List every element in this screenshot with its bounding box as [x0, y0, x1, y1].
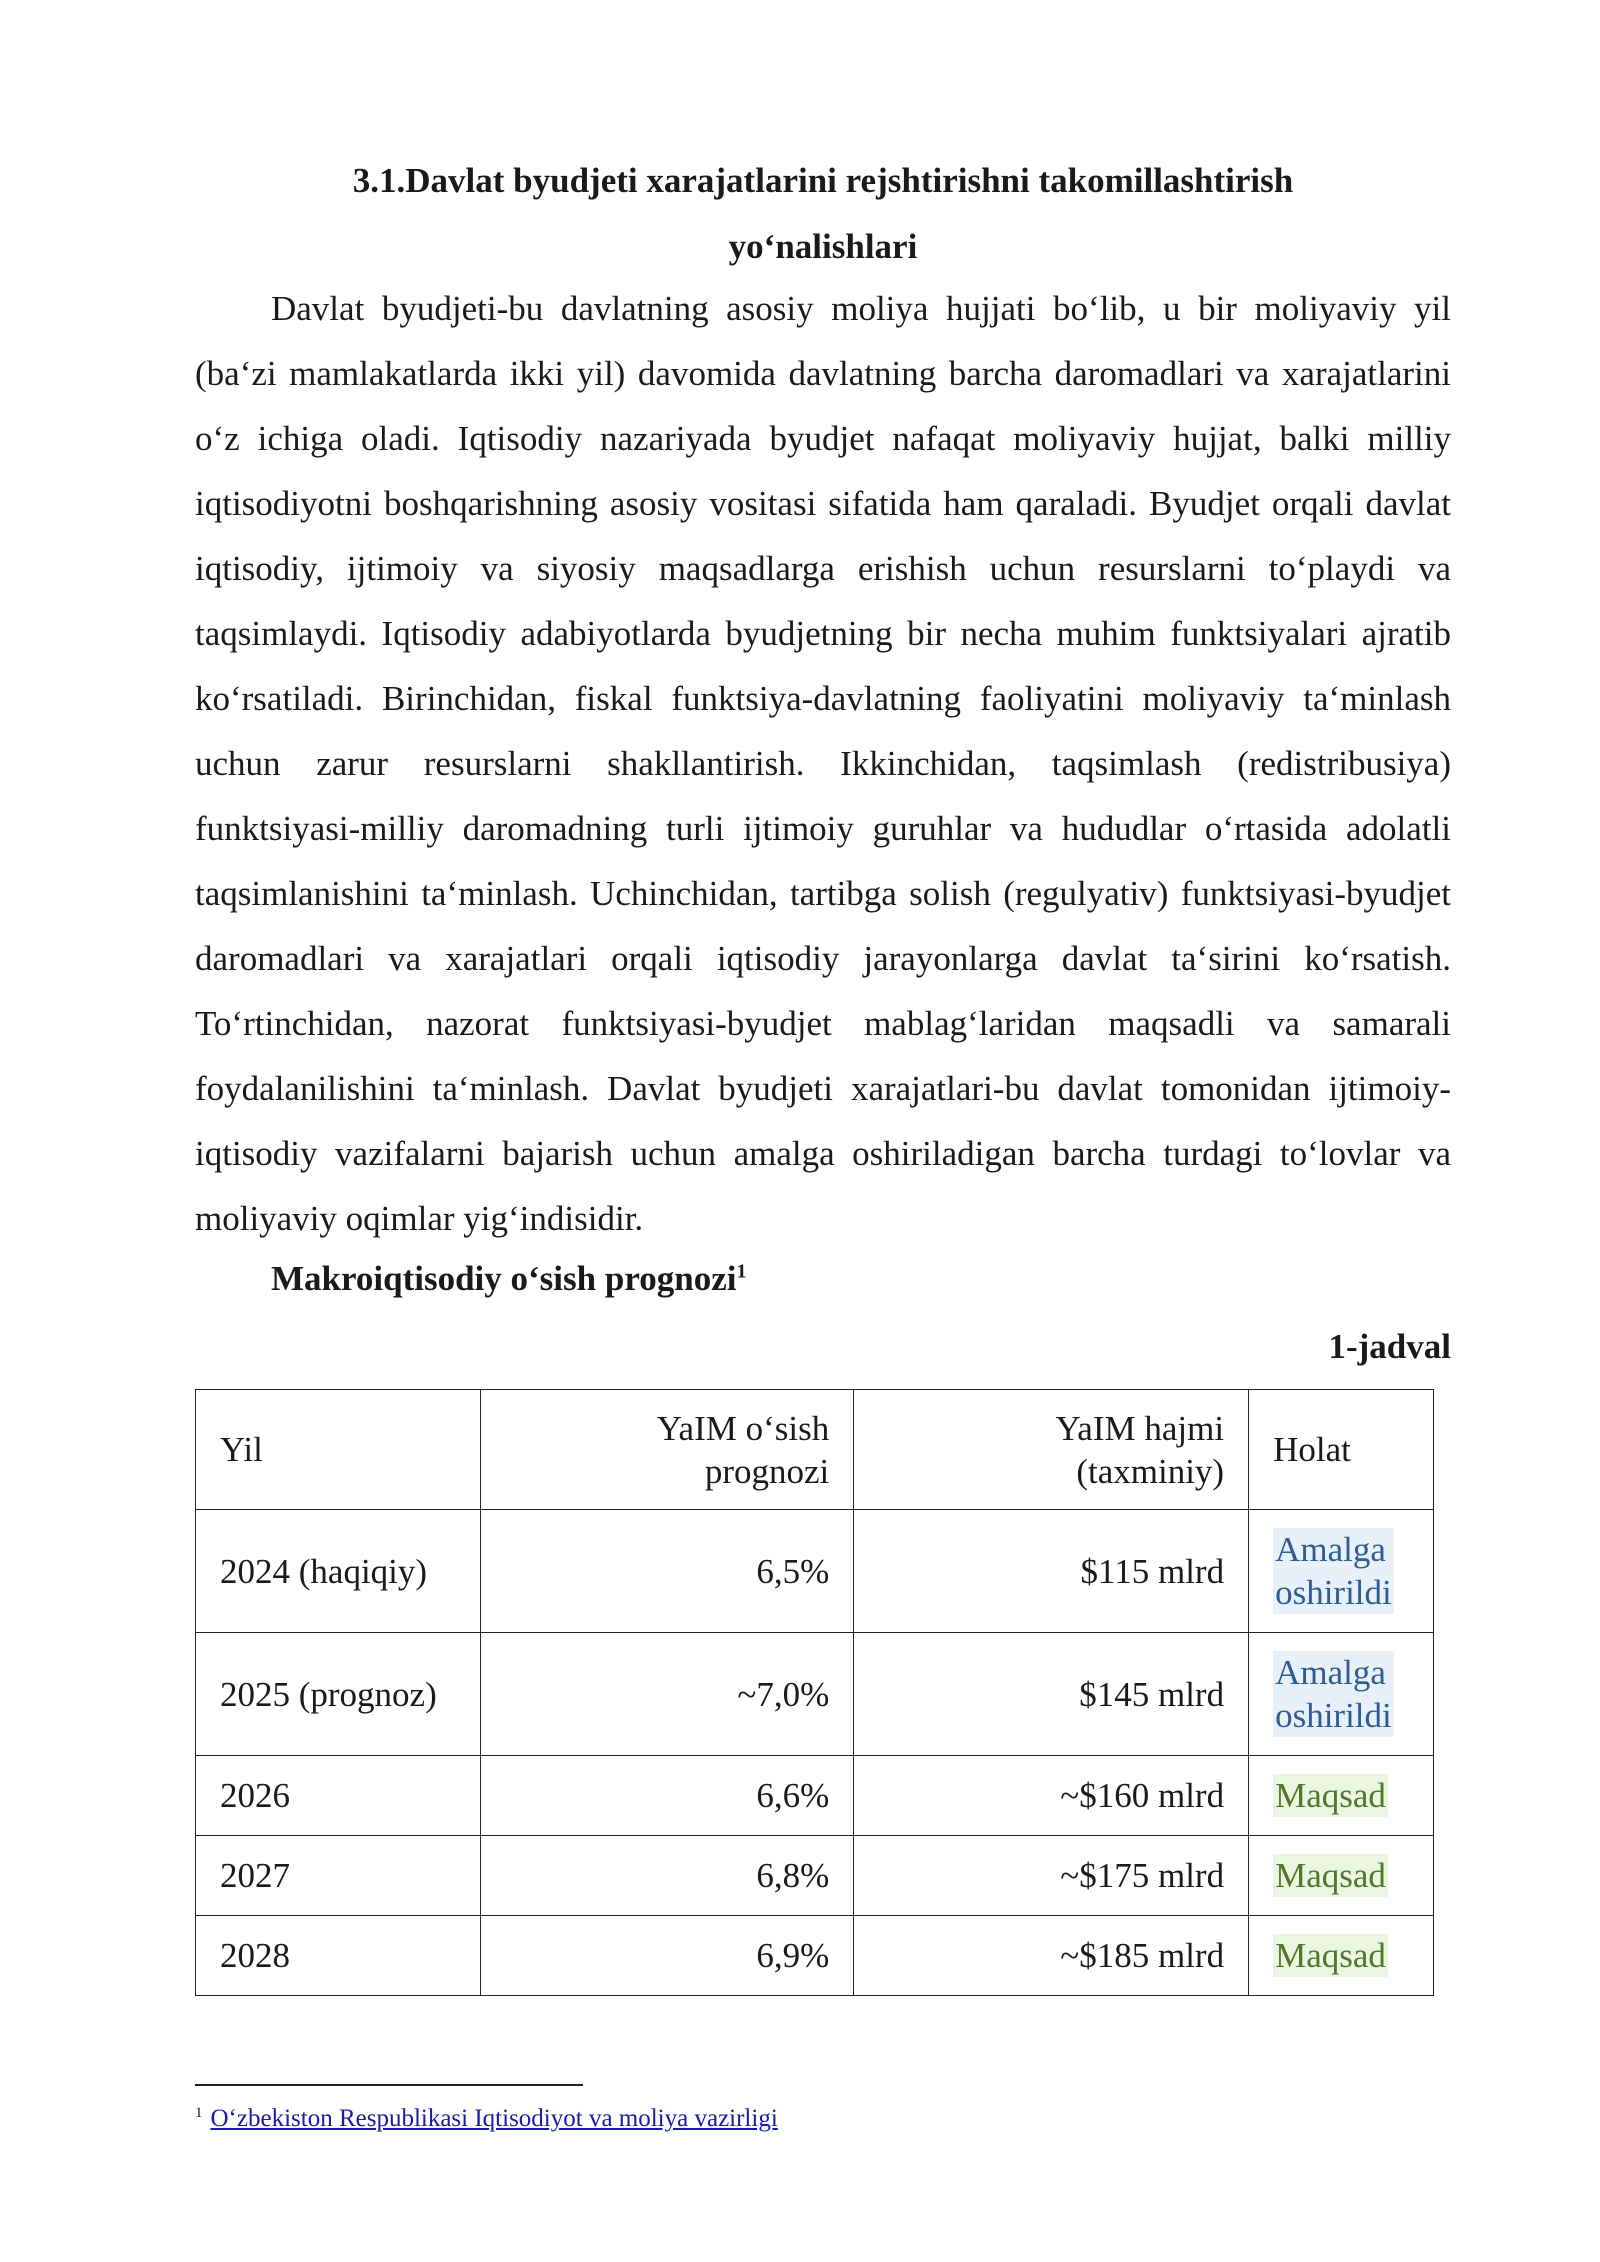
footnote: [195, 2102, 778, 2136]
cell-status: [1249, 1916, 1434, 1996]
status-badge: Amalga oshirildi: [1275, 1530, 1392, 1612]
table-header-row: [196, 1390, 1434, 1510]
cell-year: 2028: [196, 1916, 481, 1996]
cell-volume: ~$175 mlrd: [854, 1836, 1249, 1916]
status-badge: Maqsad: [1275, 1936, 1386, 1975]
cell-growth: 6,8%: [481, 1836, 854, 1916]
section-title-line-2: yo‘nalishlari: [728, 227, 918, 266]
footnote-mark: 1: [195, 2104, 203, 2121]
cell-volume: ~$160 mlrd: [854, 1756, 1249, 1836]
section-title: [195, 148, 1451, 280]
footnote-separator: [195, 2084, 583, 2086]
cell-status: [1249, 1633, 1434, 1756]
table-row: [196, 1756, 1434, 1836]
section-title-line-1: 3.1.Davlat byudjeti xarajatlarini rejshtirishni takomillashtirish: [352, 161, 1294, 200]
cell-year: 2025 (prognoz): [196, 1633, 481, 1756]
status-badge: Amalga oshirildi: [1275, 1653, 1392, 1735]
header-growth: YaIM o‘sish prognozi: [481, 1390, 854, 1510]
table-row: [196, 1916, 1434, 1996]
forecast-table: [195, 1389, 1434, 1996]
table-row: [196, 1836, 1434, 1916]
cell-year: 2026: [196, 1756, 481, 1836]
footnote-source-link[interactable]: O‘zbekiston Respublikasi Iqtisodiyot va moliya vazirligi: [210, 2105, 778, 2132]
status-badge: Maqsad: [1275, 1776, 1386, 1815]
cell-year: 2024 (haqiqiy): [196, 1510, 481, 1633]
cell-volume: ~$185 mlrd: [854, 1916, 1249, 1996]
cell-growth: 6,5%: [481, 1510, 854, 1633]
body-paragraph: Davlat byudjeti-bu davlatning asosiy moliya hujjati bo‘lib, u bir moliyaviy yil (ba‘zi mamlakatlarda ikki yil) davomida davlatning barcha daromadlari va xarajatlarini o‘z ichiga oladi. Iqtisodiy nazariyada byudjet nafaqat moliyaviy hujjat, balki milliy iqtisodiyotni boshqarishning asosiy vositasi sifatida ham qaraladi. Byudjet orqali davlat iqtisodiy, ijtimoiy va siyosiy maqsadlarga erishish uchun resurslarni to‘playdi va taqsimlaydi. Iqtisodiy adabiyotlarda byudjetning bir necha muhim funktsiyalari ajratib ko‘rsatiladi. Birinchidan, fiskal funktsiya-davlatning faoliyatini moliyaviy ta‘minlash uchun zarur resurslarni shakllantirish. Ikkinchidan, taqsimlash (redistribusiya) funktsiyasi-milliy daromadning turli ijtimoiy guruhlar va hududlar o‘rtasida adolatli taqsimlanishini ta‘minlash. Uchinchidan, tartibga solish (regulyativ) funktsiyasi-byudjet daromadlari va xarajatlari orqali iqtisodiy jarayonlarga davlat ta‘sirini ko‘rsatish. To‘rtinchidan, nazorat funktsiyasi-byudjet mablag‘laridan maqsadli va samarali foydalanilishini ta‘minlash. Davlat byudjeti xarajatlari-bu davlat tomonidan ijtimoiy-iqtisodiy vazifalarni bajarish uchun amalga oshiriladigan barcha turdagi to‘lovlar va moliyaviy oqimlar yig‘indisidir.: [195, 289, 1451, 1238]
table-caption-text: Makroiqtisodiy o‘sish prognozi: [271, 1259, 737, 1298]
header-volume: YaIM hajmi (taxminiy): [854, 1390, 1249, 1510]
footnote-reference[interactable]: 1: [736, 1260, 747, 1283]
cell-growth: 6,6%: [481, 1756, 854, 1836]
cell-status: [1249, 1756, 1434, 1836]
cell-growth: ~7,0%: [481, 1633, 854, 1756]
cell-status: [1249, 1836, 1434, 1916]
cell-year: 2027: [196, 1836, 481, 1916]
cell-volume: $145 mlrd: [854, 1633, 1249, 1756]
table-number: 1-jadval: [1328, 1327, 1451, 1366]
header-year: Yil: [196, 1390, 481, 1510]
table-caption: [271, 1254, 746, 1304]
table-row: [196, 1633, 1434, 1756]
status-badge: Maqsad: [1275, 1856, 1386, 1895]
cell-volume: $115 mlrd: [854, 1510, 1249, 1633]
table-row: [196, 1510, 1434, 1633]
cell-growth: 6,9%: [481, 1916, 854, 1996]
header-status: Holat: [1249, 1390, 1434, 1510]
cell-status: [1249, 1510, 1434, 1633]
